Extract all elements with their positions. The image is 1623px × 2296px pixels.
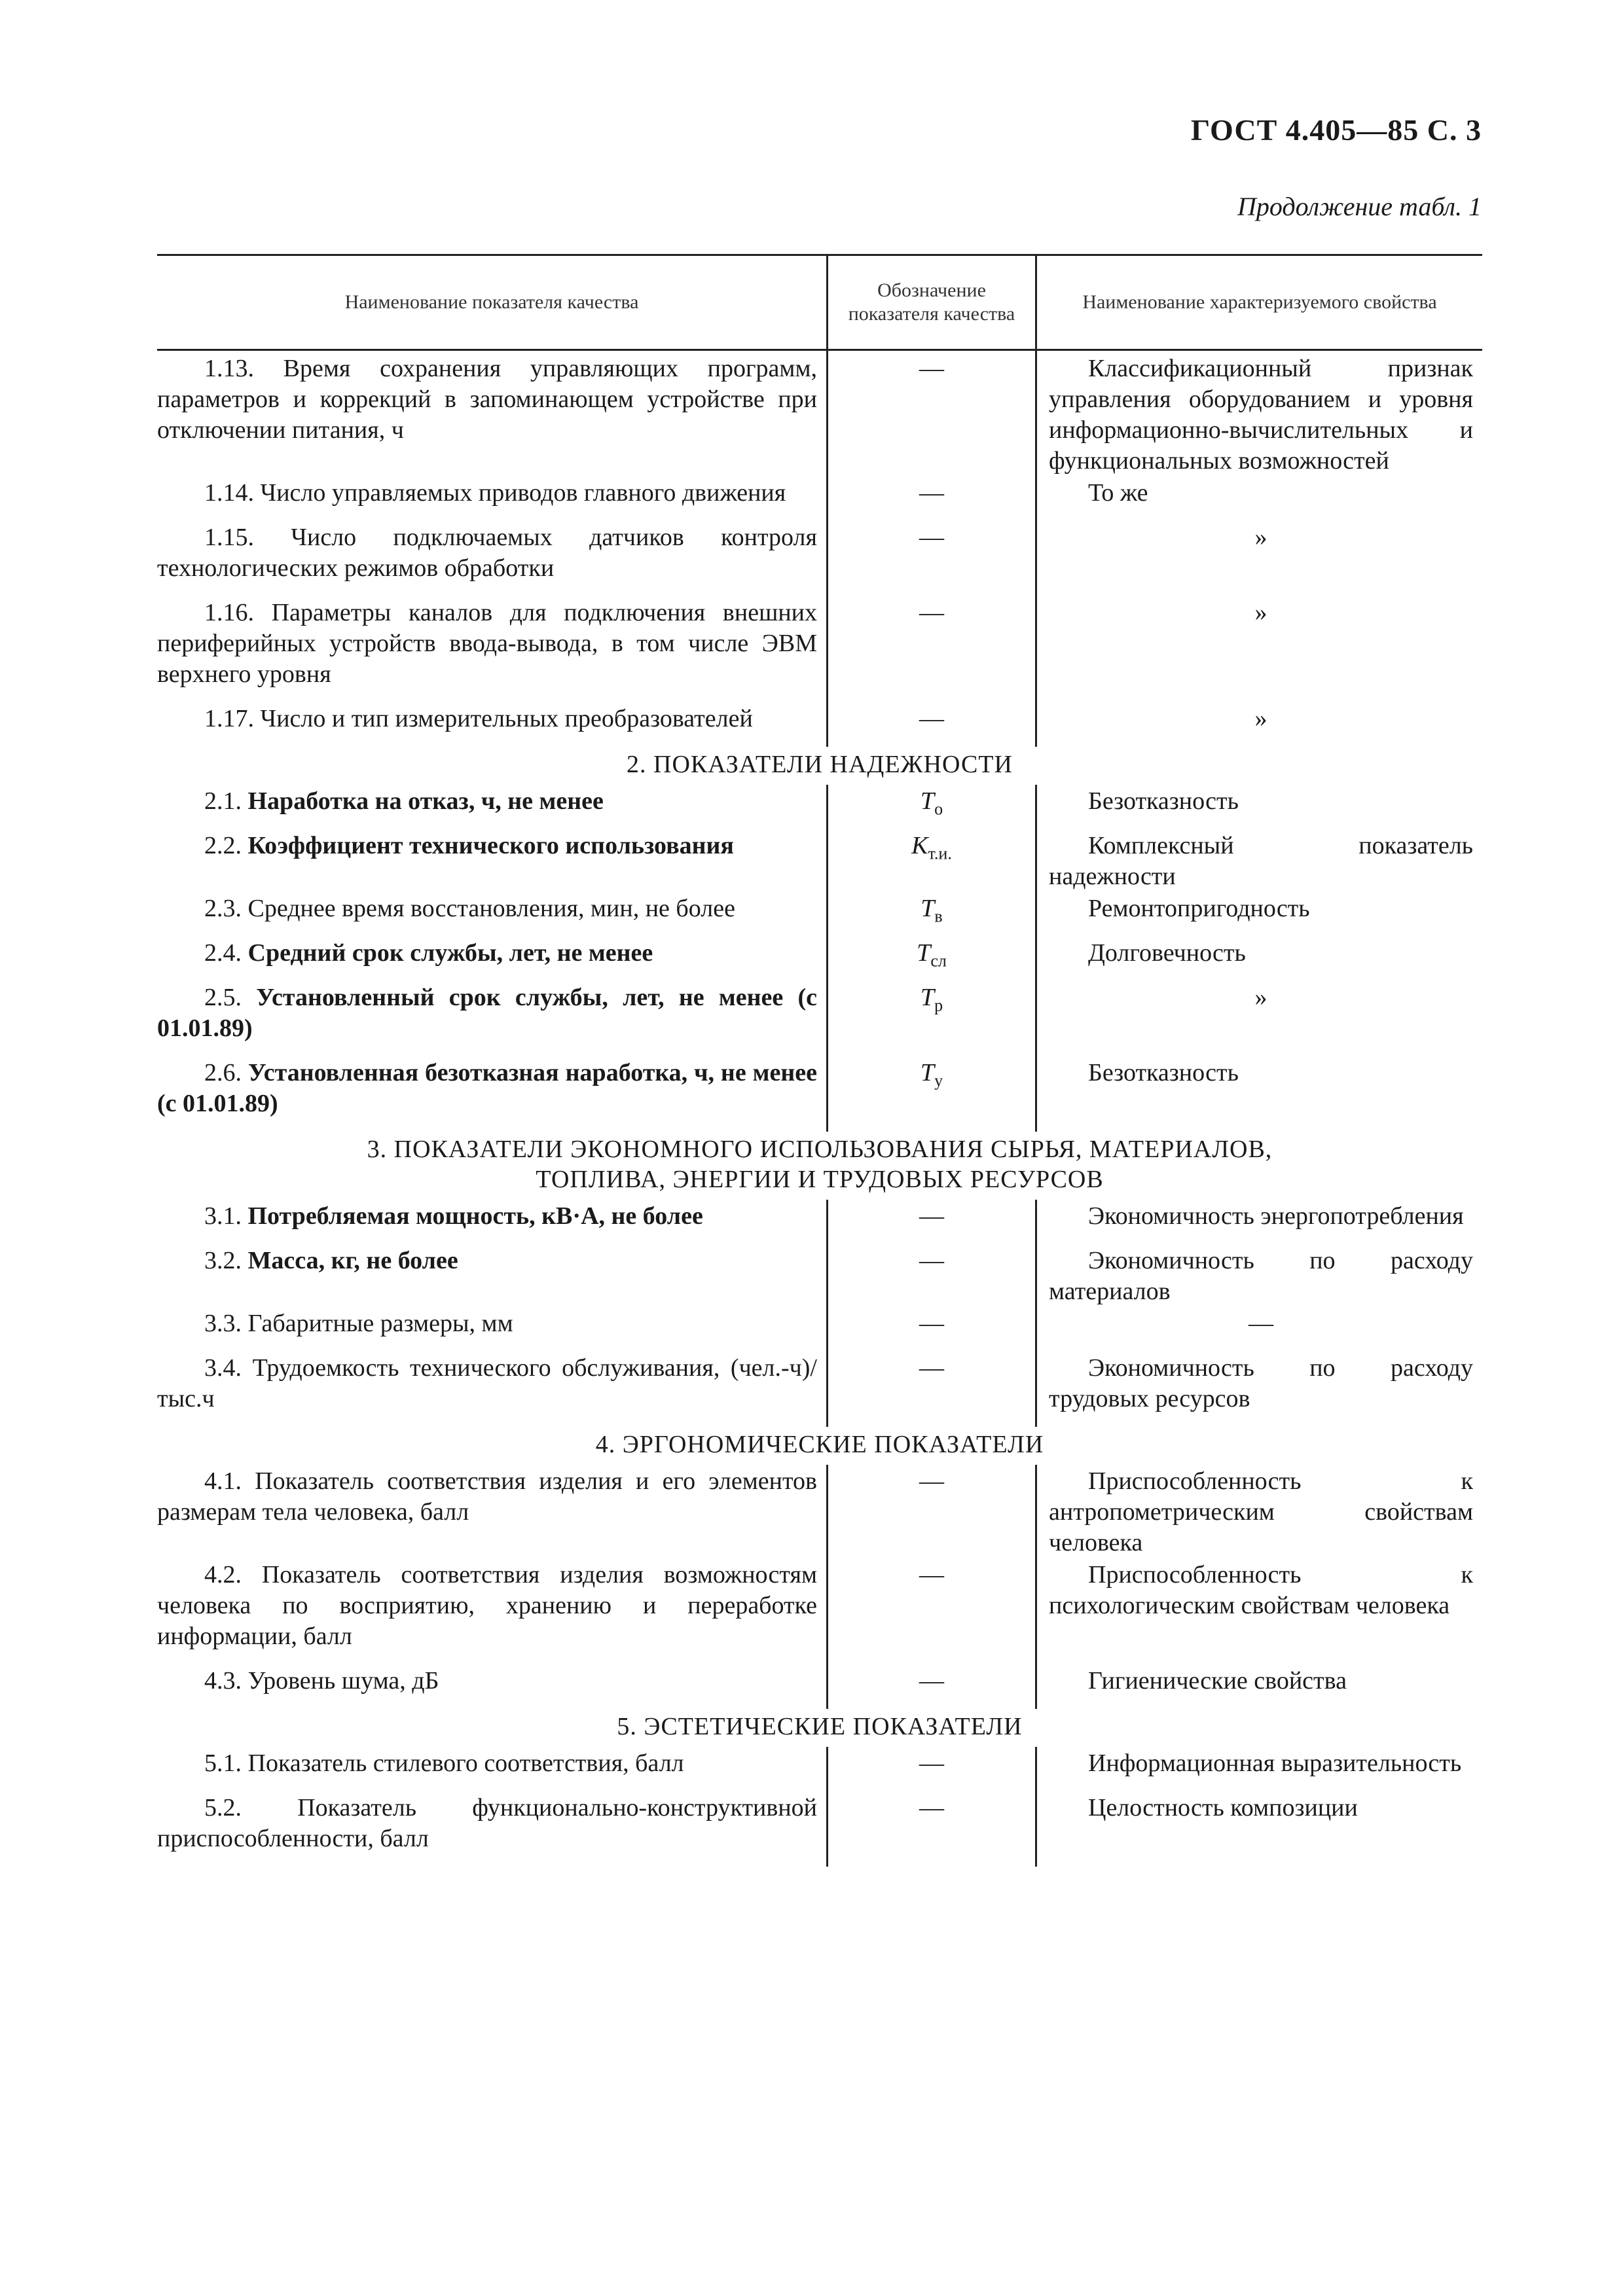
table-row bbox=[157, 596, 1482, 702]
property-name: Экономичность по расходу материалов bbox=[1049, 1247, 1473, 1305]
indicator-name: Показатель стилевого соответствия, балл bbox=[247, 1749, 684, 1777]
row-number: 2.5. bbox=[204, 984, 242, 1011]
row-number: 5.1. bbox=[204, 1749, 242, 1777]
indicator-symbol: $T_о$ bbox=[920, 787, 943, 819]
section-heading-reliability: 2. ПОКАЗАТЕЛИ НАДЕЖНОСТИ bbox=[627, 751, 1013, 778]
property-name: Целостность композиции bbox=[1088, 1794, 1358, 1821]
table-continuation-label: Продолжение табл. 1 bbox=[1237, 192, 1482, 221]
property-name: » bbox=[1254, 599, 1267, 626]
indicator-symbol: — bbox=[826, 1465, 1037, 1558]
quality-indicators-table bbox=[157, 254, 1482, 1867]
property-name: Приспособленность к антропометрическим свойствам человека bbox=[1049, 1467, 1473, 1556]
indicator-symbol: $T_р$ bbox=[920, 984, 943, 1015]
indicator-name: Среднее время восстановления, мин, не более bbox=[247, 895, 735, 922]
row-number: 1.15. bbox=[204, 524, 254, 551]
table-row bbox=[157, 1465, 1482, 1558]
page-header-doc-id: ГОСТ 4.405—85 С. 3 bbox=[1190, 113, 1482, 147]
table-row bbox=[157, 1558, 1482, 1664]
section-heading-aesthetic: 5. ЭСТЕТИЧЕСКИЕ ПОКАЗАТЕЛИ bbox=[617, 1713, 1023, 1740]
property-name: Гигиенические свойства bbox=[1088, 1667, 1347, 1695]
table-row bbox=[157, 892, 1482, 937]
table-row bbox=[157, 476, 1482, 521]
table-row bbox=[157, 521, 1482, 596]
property-name: — bbox=[1249, 1310, 1273, 1337]
indicator-symbol: — bbox=[826, 1200, 1037, 1244]
table-row bbox=[157, 785, 1482, 829]
row-number: 4.3. bbox=[204, 1667, 242, 1695]
indicator-name: Число управляемых приводов главного движения bbox=[260, 479, 786, 507]
indicator-name: Число подключаемых датчиков контроля технологических режимов обработки bbox=[157, 524, 818, 582]
table-row bbox=[157, 1791, 1482, 1867]
indicator-symbol: — bbox=[826, 1558, 1037, 1664]
indicator-name: Габаритные размеры, мм bbox=[247, 1310, 513, 1337]
property-name: Информационная выразительность bbox=[1088, 1749, 1462, 1777]
property-name: То же bbox=[1088, 479, 1148, 507]
row-number: 2.4. bbox=[204, 939, 242, 967]
row-number: 2.1. bbox=[204, 787, 242, 815]
indicator-symbol: — bbox=[826, 476, 1037, 521]
row-number: 4.1. bbox=[204, 1467, 242, 1495]
table-row bbox=[157, 1200, 1482, 1244]
row-number: 2.2. bbox=[204, 832, 242, 859]
indicator-symbol: — bbox=[826, 351, 1037, 476]
indicator-name: Показатель соответствия изделия возможностям человека по восприятию, хранению и переработке информации, балл bbox=[157, 1561, 818, 1650]
indicator-symbol: $K_{т.и.}$ bbox=[911, 832, 952, 863]
property-name: Безотказность bbox=[1088, 787, 1239, 815]
indicator-name: Время сохранения управляющих программ, параметров и коррекций в запоминающем устройстве при отключении питания, ч bbox=[157, 355, 818, 444]
row-number: 3.4. bbox=[204, 1354, 242, 1382]
indicator-name: Средний срок службы, лет, не менее bbox=[247, 939, 653, 967]
indicator-symbol: — bbox=[826, 1352, 1037, 1427]
row-number: 1.16. bbox=[204, 599, 254, 626]
indicator-name: Масса, кг, не более bbox=[247, 1247, 458, 1274]
property-name: Приспособленность к психологическим свойствам человека bbox=[1049, 1561, 1473, 1619]
indicator-name: Число и тип измерительных преобразователей bbox=[260, 705, 753, 732]
indicator-name: Наработка на отказ, ч, не менее bbox=[247, 787, 604, 815]
row-number: 5.2. bbox=[204, 1794, 242, 1821]
indicator-symbol: — bbox=[826, 1307, 1037, 1352]
table-header bbox=[157, 254, 1482, 351]
row-number: 3.3. bbox=[204, 1310, 242, 1337]
indicator-symbol: $T_в$ bbox=[921, 895, 943, 926]
property-name: » bbox=[1254, 984, 1267, 1011]
indicator-symbol: — bbox=[826, 596, 1037, 702]
row-number: 1.14. bbox=[204, 479, 254, 507]
indicator-symbol: — bbox=[826, 702, 1037, 747]
row-number: 4.2. bbox=[204, 1561, 242, 1588]
section-heading-ergonomic: 4. ЭРГОНОМИЧЕСКИЕ ПОКАЗАТЕЛИ bbox=[595, 1431, 1044, 1458]
row-number: 3.2. bbox=[204, 1247, 242, 1274]
indicator-symbol: — bbox=[826, 1747, 1037, 1791]
property-name: » bbox=[1254, 705, 1267, 732]
property-name: Долговечность bbox=[1088, 939, 1246, 967]
indicator-symbol: — bbox=[826, 1244, 1037, 1307]
indicator-name: Показатель функционально-конструктивной приспособленности, балл bbox=[157, 1794, 818, 1852]
property-name: Комплексный показатель надежности bbox=[1049, 832, 1473, 890]
indicator-name: Коэффициент технического использования bbox=[247, 832, 734, 859]
property-name: Ремонтопригодность bbox=[1088, 895, 1310, 922]
table-row bbox=[157, 1056, 1482, 1132]
row-number: 1.17. bbox=[204, 705, 254, 732]
indicator-name: Показатель соответствия изделия и его элементов размерам тела человека, балл bbox=[157, 1467, 818, 1526]
section-heading-economy: 3. ПОКАЗАТЕЛИ ЭКОНОМНОГО ИСПОЛЬЗОВАНИЯ СЫРЬЯ, МАТЕРИАЛОВ, ТОПЛИВА, ЭНЕРГИИ И ТРУДОВЫХ РЕСУРСОВ bbox=[367, 1136, 1273, 1193]
table-row bbox=[157, 702, 1482, 747]
table-row bbox=[157, 351, 1482, 476]
row-number: 3.1. bbox=[204, 1202, 242, 1230]
table-row bbox=[157, 1352, 1482, 1427]
table-row bbox=[157, 1664, 1482, 1709]
indicator-name: Параметры каналов для подключения внешних периферийных устройств ввода-вывода, в том числе ЭВМ верхнего уровня bbox=[157, 599, 817, 688]
indicator-name: Уровень шума, дБ bbox=[247, 1667, 439, 1695]
indicator-name: Установленная безотказная наработка, ч, не менее (с 01.01.89) bbox=[157, 1059, 817, 1117]
property-name: Классификационный признак управления оборудованием и уровня информационно-вычислительных и функциональных возможностей bbox=[1049, 355, 1473, 475]
indicator-symbol: $T_у$ bbox=[920, 1059, 943, 1090]
row-number: 1.13. bbox=[204, 355, 254, 382]
indicator-name: Установленный срок службы, лет, не менее (с 01.01.89) bbox=[157, 984, 817, 1042]
property-name: Безотказность bbox=[1088, 1059, 1239, 1086]
row-number: 2.6. bbox=[204, 1059, 242, 1086]
indicator-name: Потребляемая мощность, кВ·А, не более bbox=[247, 1202, 703, 1230]
column-header-symbol: Обозначение показателя качества bbox=[826, 256, 1037, 349]
column-header-property: Наименование характеризуемого свойства bbox=[1082, 291, 1437, 313]
table-row bbox=[157, 1747, 1482, 1791]
row-number: 2.3. bbox=[204, 895, 242, 922]
table-row bbox=[157, 1307, 1482, 1352]
indicator-symbol: $T_{сл}$ bbox=[917, 939, 947, 971]
table-row bbox=[157, 1244, 1482, 1307]
indicator-symbol: — bbox=[826, 521, 1037, 596]
table-row bbox=[157, 981, 1482, 1056]
property-name: » bbox=[1254, 524, 1267, 551]
table-row bbox=[157, 829, 1482, 892]
table-row bbox=[157, 937, 1482, 981]
property-name: Экономичность по расходу трудовых ресурсов bbox=[1049, 1354, 1473, 1412]
column-header-name: Наименование показателя качества bbox=[344, 291, 639, 313]
indicator-name: Трудоемкость технического обслуживания, (чел.-ч)/тыс.ч bbox=[157, 1354, 817, 1412]
property-name: Экономичность энергопотребления bbox=[1088, 1202, 1464, 1230]
indicator-symbol: — bbox=[826, 1791, 1037, 1867]
indicator-symbol: — bbox=[826, 1664, 1037, 1709]
